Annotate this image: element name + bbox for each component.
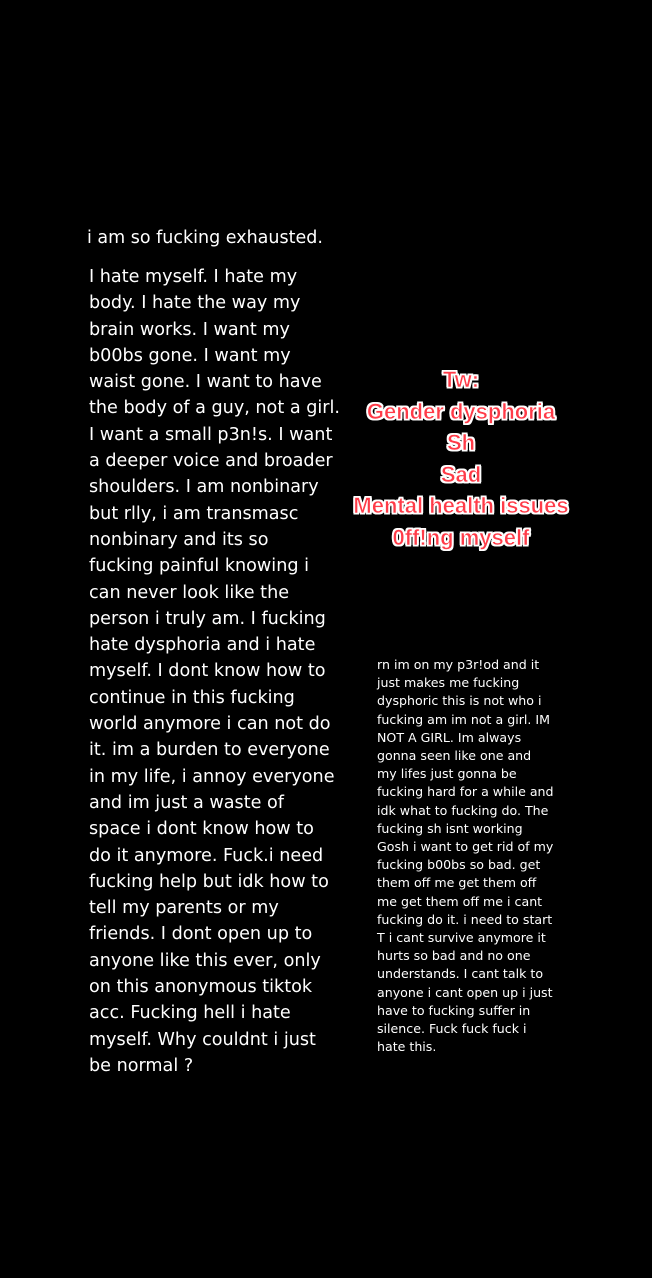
trigger-warning-line: Gender dysphoria — [366, 398, 556, 424]
trigger-warning — [343, 364, 579, 554]
trigger-warning-line: Mental health issues — [353, 493, 569, 519]
heading-text: i am so fucking exhausted. — [87, 228, 323, 248]
trigger-warning-line: Tw: — [442, 367, 480, 392]
left-body-text: I hate myself. I hate my body. I hate the way my brain works. I want my b00bs gone. I want my waist gone. I want to have the body of a guy, not a girl. I want a small p3n!s. I want a deeper voice and broader shoulders. I am nonbinary but rlly, i am transmasc nonbinary and its so fucking painful knowing i can never look like the person i truly am. I fucking hate dysphoria and i hate myself. I dont know how to continue in this fucking world anymore i can not do it. im a burden to everyone in my life, i annoy everyone and im just a waste of space i dont know how to do it anymore. Fuck.i need fucking help but idk how to tell my parents or my friends. I dont open up to anyone like this ever, only on this anonymous tiktok acc. Fucking hell i hate myself. Why couldnt i just be normal ? — [89, 267, 340, 1076]
trigger-warning-line: Sad — [440, 461, 482, 487]
trigger-warning-line: Sh — [446, 430, 476, 456]
right-body-text: rn im on my p3r!od and it just makes me fucking dysphoric this is not who i fucking am im not a girl. IM NOT A GIRL. Im always gonna seen like one and my lifes just gonna be fucking hard for a while and idk what to fucking do. The fucking sh isnt working Gosh i want to get rid of my fucking b00bs so bad. get them off me get them off me get them off me i cant fucking do it. i need to start T i cant survive anymore it hurts so bad and no one understands. I cant talk to anyone i cant open up i just have to fucking suffer in silence. Fuck fuck fuck i hate this. — [377, 657, 554, 1055]
trigger-warning-line: 0ff!ng myself — [392, 524, 530, 550]
